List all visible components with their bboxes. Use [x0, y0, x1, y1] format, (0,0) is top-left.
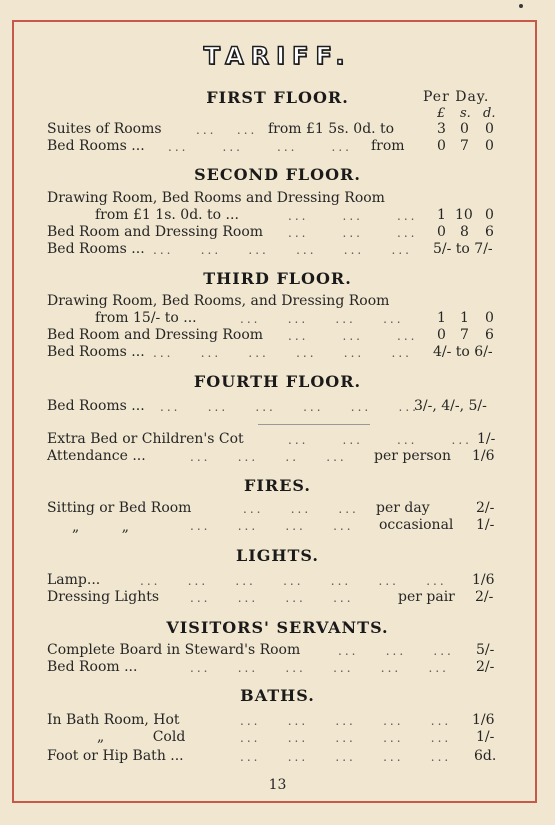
pence-symbol: d. [483, 106, 496, 121]
third-bed-dressing-l: 0 [437, 327, 446, 343]
fourth-bed-amount: 3/-, 4/-, 5/- [414, 398, 487, 414]
extra-bed-amount: 1/- [477, 431, 496, 447]
leader-dots: ... ... ... ... ... ... [190, 661, 449, 675]
third-bed-amount: 4/- to 6/- [433, 344, 493, 360]
third-drawing-label: Drawing Room, Bed Rooms, and Dressing Room [47, 293, 390, 309]
heading-baths: BATHS. [240, 686, 315, 705]
leader-dots: ... ... ... ... [190, 519, 354, 533]
third-drawing-l: 1 [437, 310, 446, 326]
baths-cold-amount: 1/- [476, 729, 495, 745]
servants-bed-label: Bed Room ... [47, 659, 138, 675]
pounds-symbol: £ [437, 106, 446, 121]
second-bed-label: Bed Rooms ... [47, 241, 145, 257]
leader-dots: ... ... ... [243, 502, 359, 516]
leader-dots: ... ... ... ... ... ... [153, 346, 412, 360]
leader-dots: ... ... ... ... ... ... [160, 400, 419, 414]
divider-rule [258, 424, 370, 425]
fires-sitting-label: Sitting or Bed Room [47, 500, 192, 516]
leader-dots: ... ... .. ... [190, 450, 347, 464]
third-drawing-s: 1 [460, 310, 469, 326]
first-suites-note: from £1 5s. 0d. to [268, 121, 395, 137]
leader-dots: ... ... ... ... [240, 312, 404, 326]
fourth-bed-label: Bed Rooms ... [47, 398, 145, 414]
third-drawing-d: 0 [485, 310, 494, 326]
second-drawing-sub: from £1 1s. 0d. to ... [95, 207, 239, 223]
leader-dots: ... ... ... ... [190, 591, 354, 605]
first-suites-s: 0 [460, 121, 469, 137]
per-day-label: Per Day. [423, 89, 490, 105]
heading-fires: FIRES. [244, 476, 311, 495]
first-bed-l: 0 [437, 138, 446, 154]
leader-dots: ... ... ... [288, 329, 418, 343]
heading-visitors-servants: VISITORS' SERVANTS. [166, 618, 389, 637]
leader-dots: ... ... ... ... ... ... ... [140, 574, 447, 588]
attendance-amount: 1/6 [472, 448, 495, 464]
first-bed-s: 7 [460, 138, 469, 154]
leader-dots: ... ... ... [338, 644, 454, 658]
second-bed-amount: 5/- to 7/- [433, 241, 493, 257]
baths-foot-amount: 6d. [474, 748, 497, 764]
fires-sitting-amount: 2/- [476, 500, 495, 516]
third-bed-dressing-s: 7 [460, 327, 469, 343]
second-drawing-label: Drawing Room, Bed Rooms and Dressing Room [47, 190, 385, 206]
leader-dots: ... ... ... ... ... [240, 750, 452, 764]
baths-hot-label: In Bath Room, Hot [47, 712, 180, 728]
shillings-symbol: s. [460, 106, 471, 121]
page-number: 13 [268, 777, 287, 793]
extra-bed-label: Extra Bed or Children's Cot [47, 431, 244, 447]
second-bed-dressing-d: 6 [485, 224, 494, 240]
third-bed-dressing-d: 6 [485, 327, 494, 343]
first-bed-d: 0 [485, 138, 494, 154]
fires-sitting-note: per day [376, 500, 430, 516]
heading-third-floor: THIRD FLOOR. [203, 269, 352, 288]
leader-dots: ... ... ... ... [288, 433, 472, 447]
attendance-label: Attendance ... [47, 448, 146, 464]
second-drawing-d: 0 [485, 207, 494, 223]
fires-ditto-note: occasional [379, 517, 454, 533]
second-bed-dressing-label: Bed Room and Dressing Room [47, 224, 264, 240]
first-bed-note: from [371, 138, 405, 154]
second-drawing-l: 1 [437, 207, 446, 223]
leader-dots: ... ... ... ... [168, 140, 352, 154]
servants-bed-amount: 2/- [476, 659, 495, 675]
lights-dressing-label: Dressing Lights [47, 589, 160, 605]
heading-second-floor: SECOND FLOOR. [194, 165, 361, 184]
third-drawing-sub: from 15/- to ... [95, 310, 197, 326]
leader-dots: ... ... ... [288, 209, 418, 223]
lights-lamp-label: Lamp... [47, 572, 101, 588]
second-bed-dressing-s: 8 [460, 224, 469, 240]
first-suites-l: 3 [437, 121, 446, 137]
leader-dots: ... ... ... ... ... ... [153, 243, 412, 257]
fires-ditto-amount: 1/- [476, 517, 495, 533]
lights-lamp-amount: 1/6 [472, 572, 495, 588]
first-suites-label: Suites of Rooms [47, 121, 162, 137]
leader-dots: ... ... ... ... ... [240, 731, 452, 745]
servants-board-label: Complete Board in Steward's Room [47, 642, 301, 658]
first-suites-d: 0 [485, 121, 494, 137]
heading-first-floor: FIRST FLOOR. [206, 88, 349, 107]
fires-ditto-label: „ „ [72, 519, 129, 535]
attendance-note: per person [374, 448, 451, 464]
third-bed-label: Bed Rooms ... [47, 344, 145, 360]
heading-lights: LIGHTS. [236, 546, 319, 565]
second-bed-dressing-l: 0 [437, 224, 446, 240]
lights-dressing-amount: 2/- [475, 589, 494, 605]
lights-dressing-note: per pair [398, 589, 455, 605]
third-bed-dressing-label: Bed Room and Dressing Room [47, 327, 264, 343]
first-bed-label: Bed Rooms ... [47, 138, 145, 154]
corner-mark [519, 4, 523, 8]
baths-hot-amount: 1/6 [472, 712, 495, 728]
baths-cold-label: „ Cold [97, 729, 186, 745]
heading-fourth-floor: FOURTH FLOOR. [193, 372, 362, 391]
page-title: TARIFF. [203, 42, 352, 70]
baths-foot-label: Foot or Hip Bath ... [47, 748, 184, 764]
servants-board-amount: 5/- [476, 642, 495, 658]
leader-dots: ... ... [196, 123, 258, 137]
leader-dots: ... ... ... ... ... [240, 714, 452, 728]
leader-dots: ... ... ... [288, 226, 418, 240]
second-drawing-s: 10 [455, 207, 473, 223]
